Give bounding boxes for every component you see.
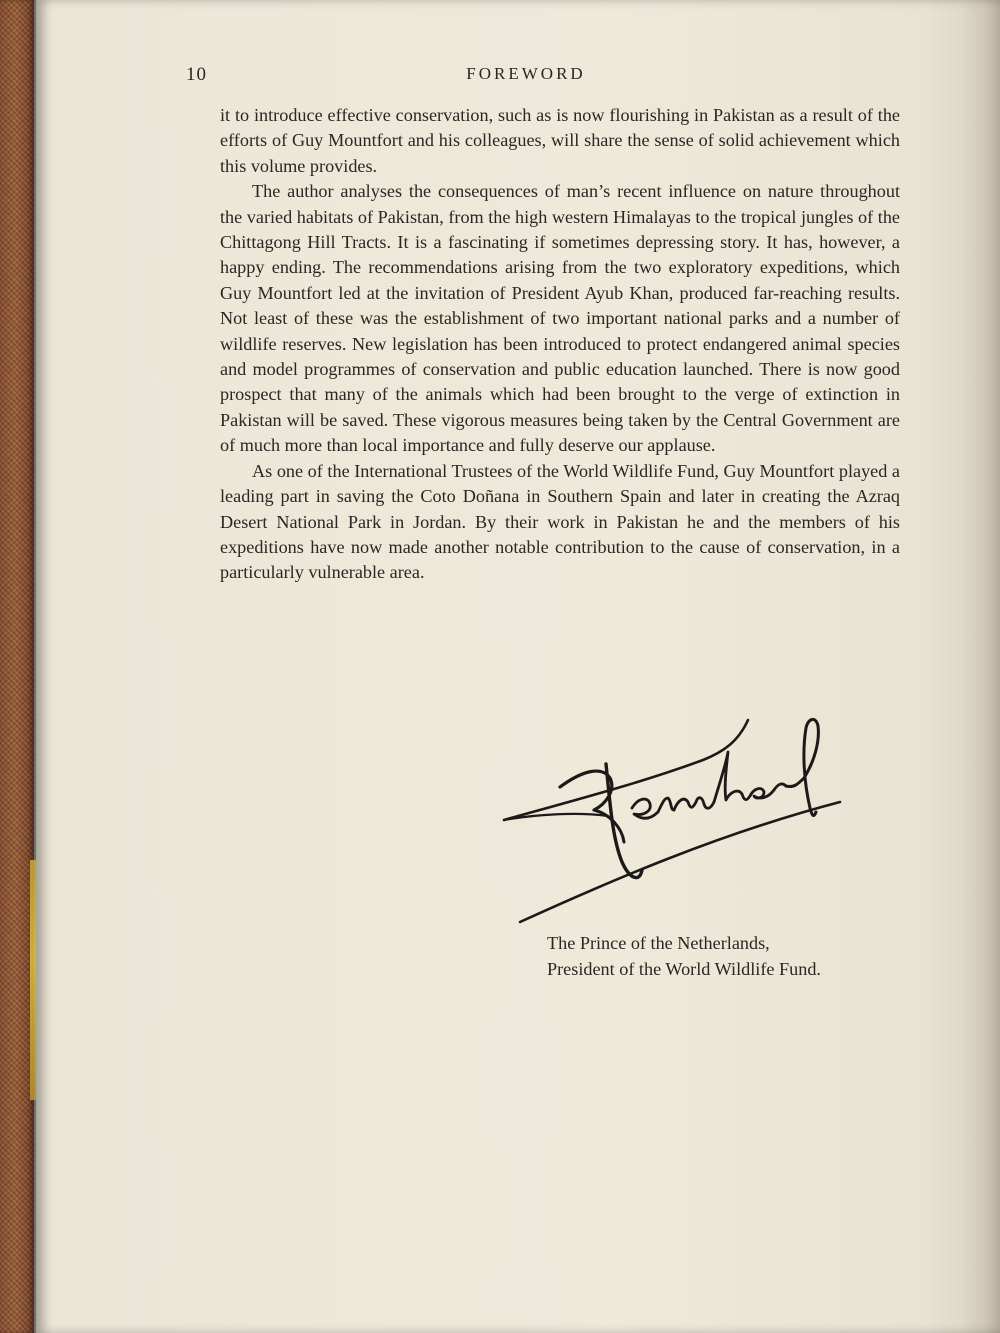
page-header (186, 60, 866, 90)
paragraph-2: The author analyses the consequences of man’s recent influence on nature throughout the varied habitats of Pakistan, from the high western Himalayas to the tropical jungles of the Chittagong Hill Tracts. It is a fascinating if sometimes depressing story. It has, however, a happy ending. The recommendations arising from the two exploratory expeditions, which Guy Mountfort led at the invitation of President Ayub Khan, produced far-reaching results. Not least of these was the establishment of two important national parks and a number of wildlife reserves. New legislation has been introduced to protect endangered animal species and model programmes of conservation and public education launched. There is now good prospect that many of the animals which had been brought to the verge of extinction in Pakistan will be saved. These vigorous measures being taken by the Central Government are of much more than local importance and fully deserve our applause. (220, 181, 900, 456)
attribution-line-1: The Prince of the Netherlands, (547, 933, 770, 953)
page-edge-shadow (960, 0, 1000, 1333)
paragraph-1: it to introduce effective conservation, such as is now flourishing in Pakistan as a result of the efforts of Guy Mountfort and his colleagues, will share the sense of solid achievement which this volume provides. (220, 105, 900, 176)
page-number: 10 (186, 64, 207, 85)
running-head: FOREWORD (466, 64, 586, 83)
paragraph-3: As one of the International Trustees of the World Wildlife Fund, Guy Mountfort played a leading part in saving the Coto Doñana in Southern Spain and later in creating the Azraq Desert National Park in Jordan. By their work in Pakistan he and the members of his expeditions have now made another notable contribution to the cause of conservation, in a particularly vulnerable area. (220, 460, 900, 583)
foreword-body (220, 103, 900, 586)
handwritten-signature (498, 712, 848, 932)
signatory-attribution (547, 930, 947, 982)
attribution-line-2: President of the World Wildlife Fund. (547, 959, 821, 979)
signature-drawing (498, 712, 848, 932)
book-cover-edge (0, 0, 34, 1333)
